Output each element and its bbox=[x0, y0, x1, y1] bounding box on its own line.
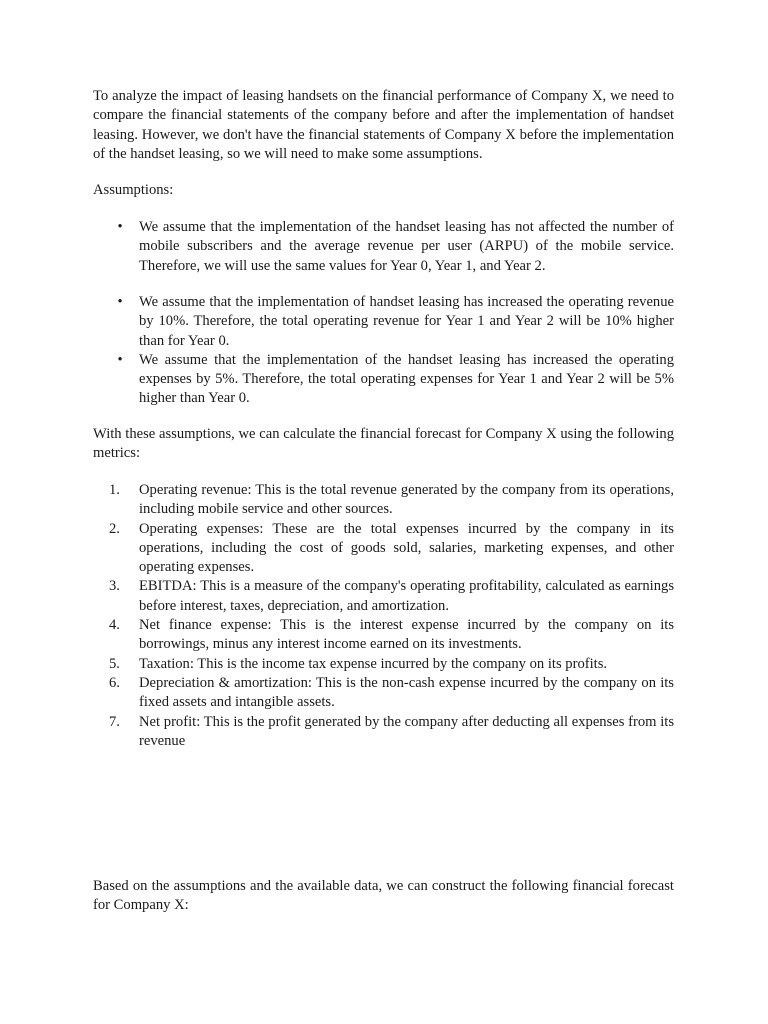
metric-text: Taxation: This is the income tax expense incurred by the company on its profits. bbox=[139, 655, 608, 672]
assumption-text: We assume that the implementation of the handset leasing has not affected the number of mobile subscribers and the average revenue per user (ARPU) of the mobile service. Therefore, we will use the same values for Year 0, Year 1, and Year 2. bbox=[139, 219, 674, 274]
assumptions-heading: Assumptions: bbox=[93, 182, 174, 198]
metric-number: 6. bbox=[109, 674, 120, 691]
metric-item bbox=[109, 520, 674, 578]
metric-number: 2. bbox=[109, 520, 120, 537]
bullet-icon: • bbox=[117, 351, 123, 368]
assumption-item bbox=[117, 218, 674, 276]
assumptions-list-second bbox=[117, 293, 674, 409]
intro-paragraph: To analyze the impact of leasing handsets on the financial performance of Company X, we need to compare the financial statements of the company before and after the implementation of handset leasing. However, we don't have the financial statements of Company X before the implementation of the handset leasing, so we will need to make some assumptions. bbox=[93, 88, 674, 162]
metric-item bbox=[109, 481, 674, 520]
assumption-item bbox=[117, 351, 674, 409]
metric-number: 5. bbox=[109, 655, 120, 672]
metric-number: 7. bbox=[109, 713, 120, 730]
metric-text: Operating revenue: This is the total revenue generated by the company from its operations, including mobile service and other sources. bbox=[139, 482, 674, 518]
metric-item bbox=[109, 616, 674, 655]
metric-text: Net finance expense: This is the interest expense incurred by the company on its borrowings, minus any interest income earned on its investments. bbox=[139, 617, 674, 653]
assumptions-list-first bbox=[117, 218, 674, 276]
closing-paragraph: Based on the assumptions and the available data, we can construct the following financial forecast for Company X: bbox=[93, 878, 674, 914]
metrics-list bbox=[109, 481, 674, 751]
metric-item bbox=[109, 674, 674, 713]
metric-text: Net profit: This is the profit generated by the company after deducting all expenses from its revenue bbox=[139, 713, 674, 749]
metric-text: Operating expenses: These are the total expenses incurred by the company in its operations, including the cost of goods sold, salaries, marketing expenses, and other operating expenses. bbox=[139, 520, 674, 576]
metric-item bbox=[109, 655, 674, 674]
assumption-item bbox=[117, 293, 674, 351]
metric-text: EBITDA: This is a measure of the company's operating profitability, calculated as earnings before interest, taxes, depreciation, and amortization. bbox=[139, 578, 674, 614]
assumption-text: We assume that the implementation of the handset leasing has increased the operating expenses by 5%. Therefore, the total operating expenses for Year 1 and Year 2 will be 5% higher than Year 0. bbox=[139, 351, 674, 407]
metric-item bbox=[109, 577, 674, 616]
metric-number: 4. bbox=[109, 617, 120, 634]
metrics-intro-paragraph: With these assumptions, we can calculate the financial forecast for Company X using the following metrics: bbox=[93, 426, 674, 462]
metric-text: Depreciation & amortization: This is the non-cash expense incurred by the company on its fixed assets and intangible assets. bbox=[139, 674, 674, 711]
metric-item bbox=[109, 713, 674, 752]
assumption-text: We assume that the implementation of handset leasing has increased the operating revenue by 10%. Therefore, the total operating revenue for Year 1 and Year 2 will be 10% higher than for Year 0. bbox=[139, 294, 674, 349]
metric-number: 3. bbox=[109, 578, 120, 595]
bullet-icon: • bbox=[117, 294, 123, 310]
metric-number: 1. bbox=[109, 482, 120, 498]
bullet-icon: • bbox=[117, 219, 123, 235]
